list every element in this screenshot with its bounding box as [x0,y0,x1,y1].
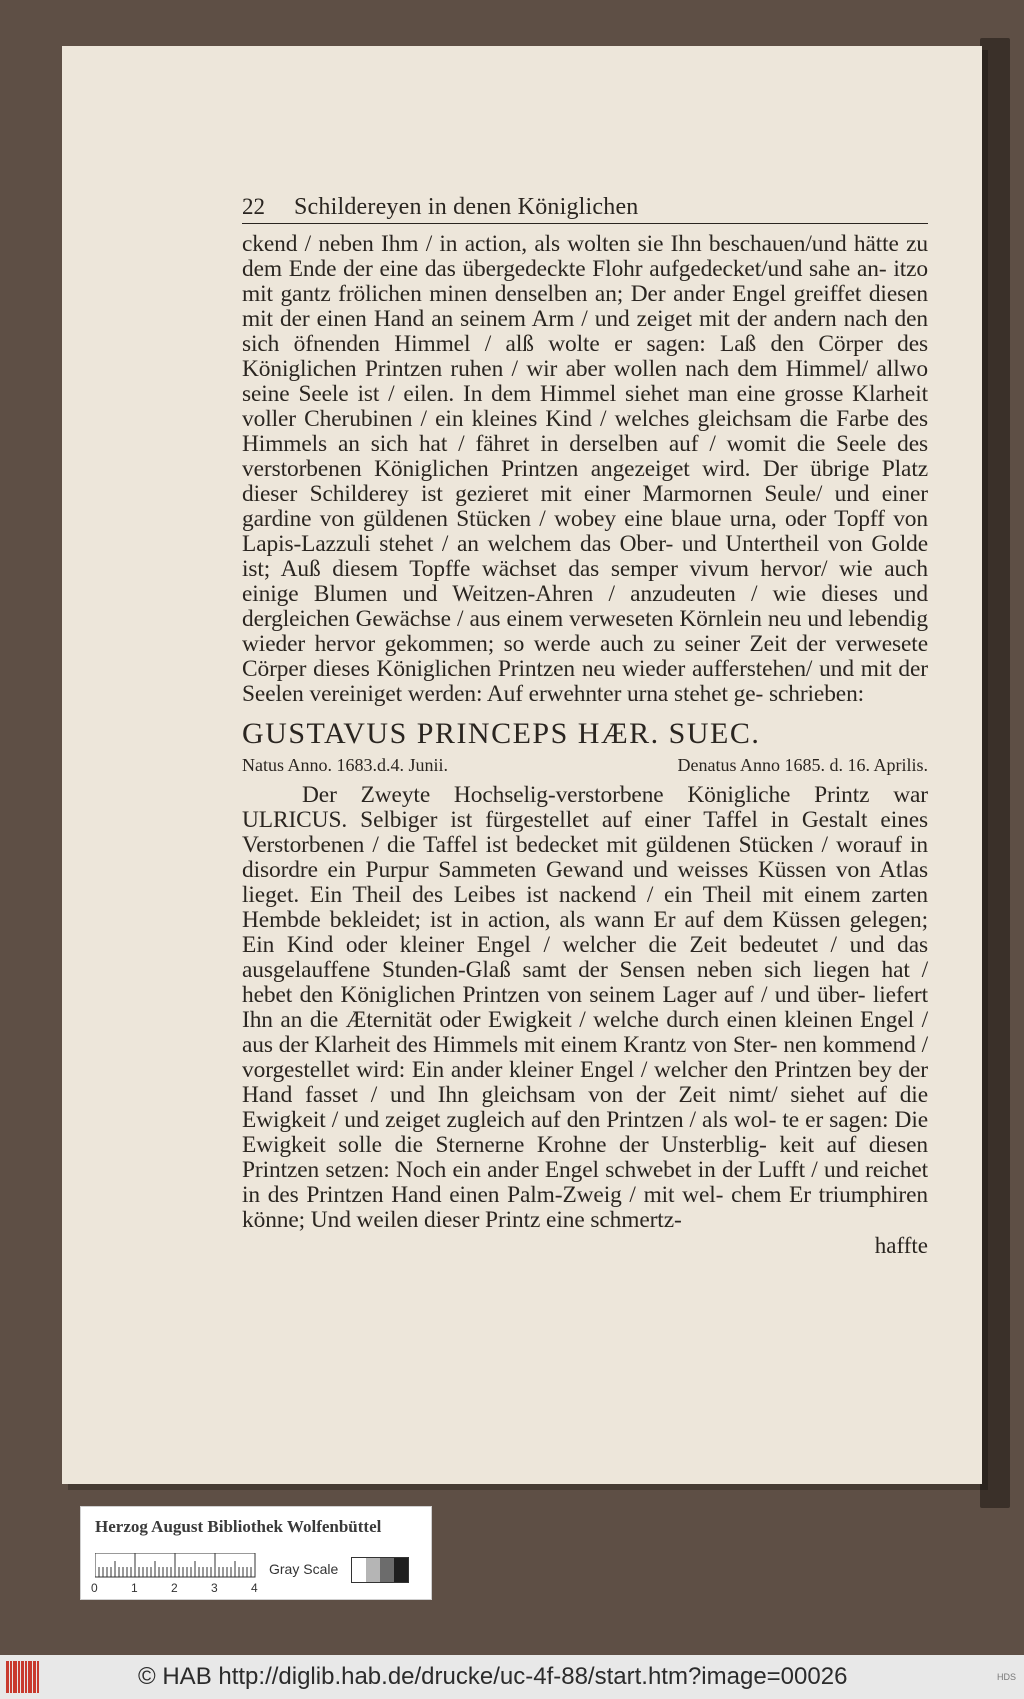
running-head-title: Schildereyen in denen Königlichen [294,194,639,220]
scale-label: 3 [211,1581,218,1595]
scale-label: 1 [131,1581,138,1595]
paragraph-1: ckend / neben Ihm / in action, als wolten sie Ihn beschauen/und hätte zu dem Ende der eine das übergedeckte Flohr aufgedecket/und sahe an- itzo mit gantz frölichen minen denselben an; Der ander Engel greiffet diesen mit der einen Hand an seinem Arm / und zeiget mit der andern nach den sich öfnenden Himmel / alß wolte er sagen: Laß den Cörper des Königlichen Printzen ruhen / wir aber wollen nach dem Himmel/ allwo seine Seele ist / eilen. In dem Himmel siehet man eine grosse Klarheit voller Cherubinen / ein kleines Kind / welches gleichsam die Farbe des Himmels an sich hat / fähret in derselben auf / womit die Seele des verstorbenen Königlichen Printzen angezeiget wird. Der übrige Platz dieser Schilderey ist gezieret mit einer Marmornen Seule/ und einer gardine von güldenen Stücken / wobey eine blaue urna, oder Topff von Lapis-Lazzuli stehet / an welchem das Ober- und Untertheil von Golde ist; Auß diesem Topffe wächset das semper vivum hervor/ wie auch einige Blumen und Weitzen-Ahren / anzudeuten / wie dieses und dergleichen Gewächse / aus einem verweseten Körnlein neu und lebendig wieder hervor gekommen; so werde auch zu seiner Zeit der verwesete Cörper dieses Königlichen Printzen neu wieder aufferstehen/ und mit der Seelen vereiniget werden: Auf erwehnter urna stehet ge- schrieben: [242,231,928,707]
body-text [242,232,928,1259]
gray-swatch-3 [394,1558,408,1582]
running-head [242,194,928,224]
scanned-page [62,46,982,1484]
library-name: Herzog August Bibliothek Wolfenbüttel [95,1517,382,1536]
dates-line [242,753,928,777]
scale-label: 0 [91,1581,98,1595]
scale-label: 4 [251,1581,258,1595]
status-bar [0,1655,1024,1699]
catchword: haffte [874,1233,928,1258]
page-content [242,194,928,1259]
version-badge: HDS [996,1672,1016,1682]
paragraph-2: Der Zweyte Hochselig-verstorbene Königliche Printz war ULRICUS. Selbiger ist fürgestellet auf einer Taffel in Gestalt eines Verstorbenen / die Taffel ist bedecket mit güldenen Stücken / worauf in disordre ein Purpur Sammeten Gewand und weisses Küssen von Atlas lieget. Ein Theil des Leibes ist nackend / ein Theil mit einem zarten Hembde bekleidet; ist in action, als wann Er auf dem Küssen gelegen; Ein Kind oder kleiner Engel / welcher die Zeit bedeutet / und das ausgelauffene Stunden-Glaß samt der Sensen neben sich liegen hat / hebet den Königlichen Printzen von seinem Lager auf / und über- liefert Ihn an die Æternität oder Ewigkeit / welche durch einen kleinen Engel / aus der Klarheit des Himmels mit einem Krantz von Ster- nen kommend / vorgestellet wird: Ein ander kleiner Engel / welcher den Printzen bey der Hand fasset / und Ihn gleichsam von der Zeit nimt/ siehet auf die Ewigkeit / und zeiget zugleich auf den Printzen / als wol- te er sagen: Die Ewigkeit solle die Sternerne Krohne der Unsterblig- keit auf diesen Printzen setzen: Noch ein ander Engel schwebet in der Lufft / und reichet in des Printzen Hand einen Palm-Zweig / mit wel- chem Er triumphiren könne; Und weilen dieser Printz eine schmertz- [242,782,928,1233]
gray-scale-swatches [351,1557,409,1583]
library-card [80,1506,432,1600]
page-number: 22 [242,194,265,219]
natus-date: Natus Anno. 1683.d.4. Junii. [242,755,449,775]
gray-swatch-1 [366,1558,380,1582]
inscription: GUSTAVUS PRINCEPS HÆR. SUEC. [242,717,761,750]
gray-swatch-2 [380,1558,394,1582]
gray-swatch-0 [352,1558,366,1582]
source-url[interactable]: © HAB http://diglib.hab.de/drucke/uc-4f-88/start.htm?image=00026 [138,1663,848,1690]
scale-label: 2 [171,1581,178,1595]
hab-logo-icon [6,1661,46,1693]
gray-scale-label: Gray Scale [269,1561,339,1577]
denatus-date: Denatus Anno 1685. d. 16. Aprilis. [677,755,928,775]
